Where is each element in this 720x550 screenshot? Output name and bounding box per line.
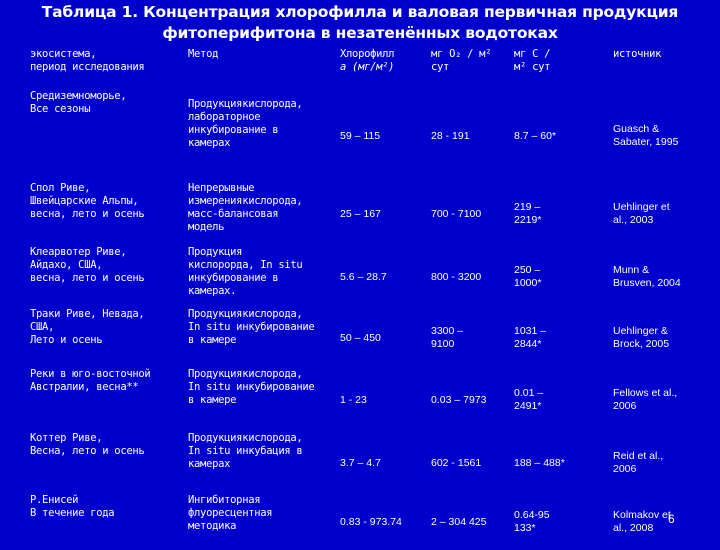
cell-source-line: al., 2003 bbox=[613, 214, 654, 226]
cell-source bbox=[597, 182, 700, 246]
cell-source bbox=[597, 432, 700, 494]
cell-chlorophyll bbox=[338, 308, 429, 368]
cell-oxygen bbox=[429, 90, 512, 182]
table-header-row bbox=[28, 48, 700, 90]
cell-method-line: инкубирование в bbox=[188, 272, 279, 284]
cell-source-line: Fellows et al., bbox=[613, 387, 678, 399]
cell-method-line: In situ инкубирование bbox=[188, 321, 315, 333]
header-ecosystem: экосистема, период исследования bbox=[30, 48, 145, 73]
cell-method bbox=[186, 90, 338, 182]
cell-method bbox=[186, 494, 338, 550]
cell-ecosystem bbox=[28, 246, 186, 308]
cell-source bbox=[597, 308, 700, 368]
table-row bbox=[28, 182, 700, 246]
cell-method-line: камерах. bbox=[188, 285, 237, 297]
cell-ecosystem-line: Австралии, весна** bbox=[30, 381, 139, 393]
cell-method-line: инкубирование в bbox=[188, 124, 279, 136]
cell-oxygen-line: 9100 bbox=[431, 338, 455, 350]
cell-source-line: Brock, 2005 bbox=[613, 338, 670, 350]
cell-method-line: измерениякислорода, bbox=[188, 195, 303, 207]
cell-chlorophyll-line: 0.83 - 973.74 bbox=[340, 515, 402, 528]
cell-oxygen-line: 602 - 1561 bbox=[431, 456, 482, 469]
cell-ecosystem-line: Айдахо, США, bbox=[30, 259, 103, 271]
cell-carbon-line: 2219* bbox=[514, 214, 542, 226]
cell-carbon-line: 0.01 – bbox=[514, 387, 544, 399]
cell-carbon bbox=[512, 494, 597, 550]
cell-oxygen bbox=[429, 368, 512, 432]
cell-carbon-line: 8.7 – 60* bbox=[514, 129, 557, 142]
cell-chlorophyll-line: 59 – 115 bbox=[340, 129, 381, 142]
cell-method-line: кислорорда, In situ bbox=[188, 259, 303, 271]
title-line-1: Таблица 1. Концентрация хлорофилла и валовая первичная продукция bbox=[41, 3, 679, 21]
cell-source-line: Reid et al., bbox=[613, 450, 664, 462]
cell-ecosystem-line: Все сезоны bbox=[30, 103, 91, 115]
cell-ecosystem bbox=[28, 494, 186, 550]
page-number: 6 bbox=[668, 512, 675, 526]
cell-method-line: масс-балансовая bbox=[188, 208, 279, 220]
cell-method-line: лабораторное bbox=[188, 111, 261, 123]
cell-method-line: Продукция bbox=[188, 246, 243, 258]
cell-method-line: Непрерывные bbox=[188, 182, 255, 194]
cell-chlorophyll bbox=[338, 182, 429, 246]
cell-ecosystem-line: Спол Риве, bbox=[30, 182, 91, 194]
cell-ecosystem bbox=[28, 368, 186, 432]
cell-source bbox=[597, 246, 700, 308]
cell-ecosystem bbox=[28, 432, 186, 494]
cell-chlorophyll bbox=[338, 246, 429, 308]
cell-carbon-line: 2491* bbox=[514, 400, 542, 412]
cell-method-line: Продукциякислорода, bbox=[188, 432, 303, 444]
cell-source-line: Brusven, 2004 bbox=[613, 277, 681, 289]
cell-ecosystem-line: Лето и осень bbox=[30, 334, 103, 346]
cell-ecosystem-line: Реки в юго-восточной bbox=[30, 368, 151, 380]
cell-method bbox=[186, 182, 338, 246]
cell-method-line: флуоресцентная bbox=[188, 507, 273, 519]
title-line-2: фитоперифитона в незатенённых водотоках bbox=[162, 24, 558, 42]
cell-carbon bbox=[512, 368, 597, 432]
cell-method-line: в камере bbox=[188, 394, 237, 406]
cell-source-line: Munn & bbox=[613, 264, 650, 276]
cell-ecosystem-line: весна, лето и осень bbox=[30, 272, 145, 284]
cell-chlorophyll-line: 50 – 450 bbox=[340, 331, 381, 344]
cell-carbon-line: 188 – 488* bbox=[514, 456, 565, 469]
cell-method bbox=[186, 308, 338, 368]
cell-carbon-line: 2844* bbox=[514, 338, 542, 350]
cell-method-line: модель bbox=[188, 221, 225, 233]
cell-oxygen-line: 3300 – bbox=[431, 325, 464, 337]
cell-source bbox=[597, 90, 700, 182]
cell-oxygen-line: 800 - 3200 bbox=[431, 270, 482, 283]
cell-method bbox=[186, 432, 338, 494]
cell-chlorophyll-line: 25 – 167 bbox=[340, 207, 381, 220]
table-row bbox=[28, 432, 700, 494]
cell-carbon-line: 133* bbox=[514, 522, 536, 534]
cell-method-line: методика bbox=[188, 520, 237, 532]
cell-oxygen bbox=[429, 494, 512, 550]
cell-carbon bbox=[512, 432, 597, 494]
cell-ecosystem bbox=[28, 182, 186, 246]
cell-ecosystem-line: Швейцарские Альпы, bbox=[30, 195, 139, 207]
cell-ecosystem bbox=[28, 90, 186, 182]
cell-oxygen-line: 2 – 304 425 bbox=[431, 515, 487, 528]
cell-source-line: Sabater, 1995 bbox=[613, 136, 679, 148]
cell-method-line: Продукциякислорода, bbox=[188, 308, 303, 320]
cell-method-line: камерах bbox=[188, 137, 231, 149]
cell-ecosystem-line: весна, лето и осень bbox=[30, 208, 145, 220]
cell-ecosystem-line: Весна, лето и осень bbox=[30, 445, 145, 457]
cell-method bbox=[186, 246, 338, 308]
cell-oxygen bbox=[429, 246, 512, 308]
cell-source-line: al., 2008 bbox=[613, 522, 654, 534]
cell-method-line: Продукциякислорода, bbox=[188, 368, 303, 380]
cell-method bbox=[186, 368, 338, 432]
table-row bbox=[28, 494, 700, 550]
cell-method-line: In situ инкубирование bbox=[188, 381, 315, 393]
header-carbon: мг C / м² сут bbox=[514, 48, 551, 73]
cell-method-line: Продукциякислорода, bbox=[188, 98, 303, 110]
cell-chlorophyll bbox=[338, 90, 429, 182]
cell-chlorophyll-line: 5.6 – 28.7 bbox=[340, 270, 387, 283]
cell-chlorophyll bbox=[338, 432, 429, 494]
cell-carbon-line: 219 – bbox=[514, 201, 541, 213]
cell-source-line: Guasch & bbox=[613, 123, 660, 135]
cell-source-line: 2006 bbox=[613, 463, 637, 475]
cell-ecosystem-line: Р.Енисей bbox=[30, 494, 79, 506]
table-row bbox=[28, 368, 700, 432]
cell-source-line: Kolmakov et bbox=[613, 509, 671, 521]
cell-carbon-line: 250 – bbox=[514, 264, 541, 276]
table-row bbox=[28, 308, 700, 368]
table-row bbox=[28, 246, 700, 308]
cell-chlorophyll-line: 1 - 23 bbox=[340, 393, 367, 406]
cell-chlorophyll bbox=[338, 368, 429, 432]
page-title bbox=[0, 2, 720, 44]
cell-oxygen bbox=[429, 432, 512, 494]
cell-ecosystem-line: Клеарвотер Риве, bbox=[30, 246, 127, 258]
cell-carbon bbox=[512, 246, 597, 308]
cell-ecosystem-line: В течение года bbox=[30, 507, 115, 519]
cell-chlorophyll-line: 3.7 – 4.7 bbox=[340, 456, 381, 469]
cell-carbon bbox=[512, 182, 597, 246]
cell-carbon-line: 0.64-95 bbox=[514, 509, 550, 521]
cell-method-line: в камере bbox=[188, 334, 237, 346]
cell-oxygen bbox=[429, 308, 512, 368]
cell-source-line: Uehlinger & bbox=[613, 325, 668, 337]
cell-source-line: 2006 bbox=[613, 400, 637, 412]
cell-carbon-line: 1031 – bbox=[514, 325, 547, 337]
cell-method-line: Ингибиторная bbox=[188, 494, 261, 506]
cell-ecosystem-line: США, bbox=[30, 321, 55, 333]
cell-source bbox=[597, 368, 700, 432]
table-row bbox=[28, 90, 700, 182]
cell-oxygen bbox=[429, 182, 512, 246]
cell-carbon bbox=[512, 308, 597, 368]
cell-oxygen-line: 0.03 – 7973 bbox=[431, 393, 487, 406]
cell-source-line: Uehlinger et bbox=[613, 201, 670, 213]
header-method: Метод bbox=[188, 48, 219, 60]
cell-ecosystem-line: Коттер Риве, bbox=[30, 432, 103, 444]
data-table bbox=[28, 48, 700, 550]
cell-oxygen-line: 700 - 7100 bbox=[431, 207, 482, 220]
cell-ecosystem-line: Средиземноморье, bbox=[30, 90, 127, 102]
cell-ecosystem-line: Траки Риве, Невада, bbox=[30, 308, 145, 320]
cell-source bbox=[597, 494, 700, 550]
header-source: источник bbox=[613, 48, 662, 60]
cell-carbon-line: 1000* bbox=[514, 277, 542, 289]
header-oxygen: мг O₂ / м² сут bbox=[431, 48, 492, 73]
cell-chlorophyll bbox=[338, 494, 429, 550]
cell-ecosystem bbox=[28, 308, 186, 368]
header-chlorophyll: Хлорофилл a (мг/м²) bbox=[340, 48, 395, 73]
cell-method-line: камерах bbox=[188, 458, 231, 470]
cell-oxygen-line: 28 - 191 bbox=[431, 129, 470, 142]
cell-method-line: In situ инкубация в bbox=[188, 445, 303, 457]
cell-carbon bbox=[512, 90, 597, 182]
